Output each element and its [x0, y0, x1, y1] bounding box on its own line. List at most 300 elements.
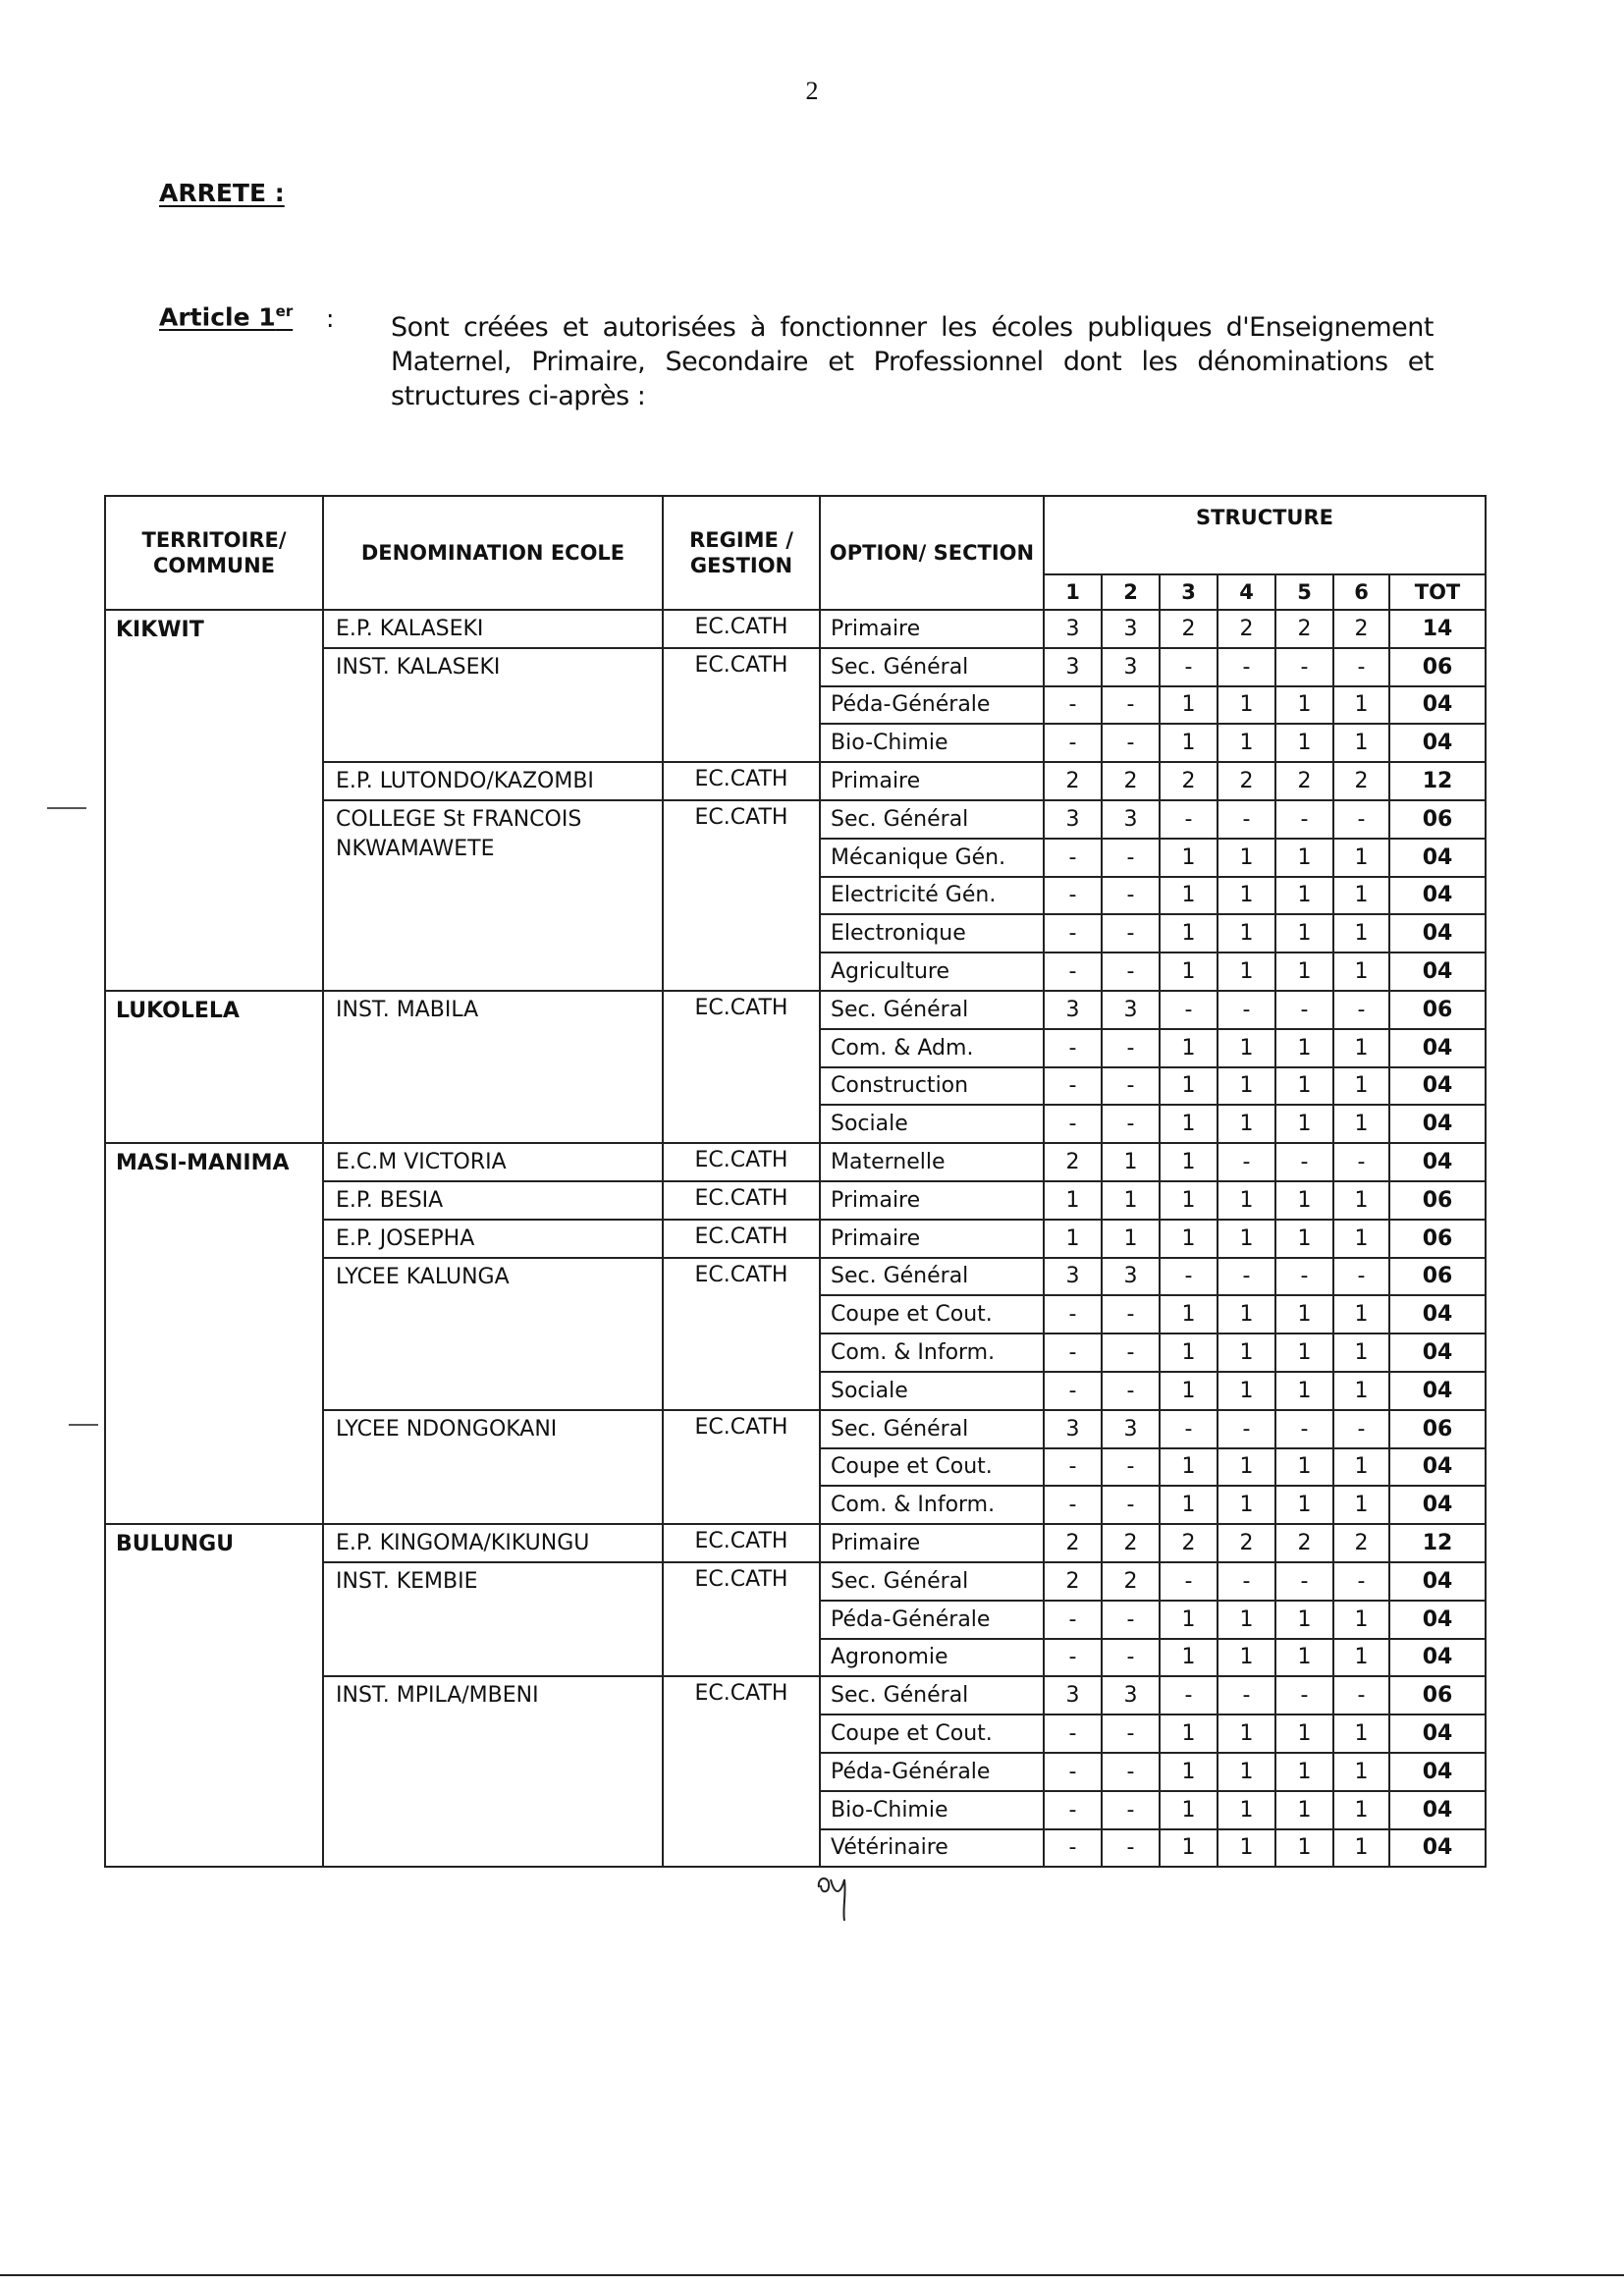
total-cell: 04: [1389, 1067, 1486, 1106]
denomination-cell: E.C.M VICTORIA: [323, 1143, 663, 1181]
regime-cell: EC.CATH: [663, 1220, 820, 1258]
article-label-text: Article 1: [159, 302, 276, 332]
structure-cell: 1: [1160, 1067, 1218, 1106]
bottom-rule: [0, 2274, 1624, 2276]
structure-cell: 1: [1160, 1791, 1218, 1829]
total-cell: 04: [1389, 1753, 1486, 1791]
total-cell: 04: [1389, 1714, 1486, 1753]
total-cell: 04: [1389, 1334, 1486, 1372]
structure-cell: 1: [1160, 1181, 1218, 1220]
structure-cell: -: [1044, 686, 1102, 725]
option-cell: Maternelle: [820, 1143, 1044, 1181]
structure-cell: 2: [1102, 1562, 1160, 1601]
structure-cell: -: [1102, 1448, 1160, 1487]
structure-cell: -: [1160, 1410, 1218, 1448]
total-cell: 04: [1389, 1105, 1486, 1143]
total-cell: 04: [1389, 724, 1486, 762]
structure-cell: -: [1044, 1372, 1102, 1410]
structure-cell: 1: [1333, 724, 1389, 762]
article-label: [159, 302, 293, 331]
structure-cell: -: [1275, 1562, 1333, 1601]
structure-cell: 1: [1275, 1486, 1333, 1524]
structure-cell: 1: [1218, 1181, 1275, 1220]
territoire-cell: BULUNGU: [105, 1524, 323, 1867]
option-cell: Com. & Adm.: [820, 1029, 1044, 1067]
total-cell: 06: [1389, 1181, 1486, 1220]
header-denomination: DENOMINATION ECOLE: [323, 496, 663, 610]
structure-cell: 3: [1102, 991, 1160, 1029]
structure-cell: -: [1333, 648, 1389, 686]
structure-cell: -: [1102, 1295, 1160, 1334]
total-cell: 04: [1389, 877, 1486, 915]
structure-cell: 1: [1333, 1105, 1389, 1143]
structure-cell: 1: [1275, 1029, 1333, 1067]
table-row: [105, 991, 1486, 1029]
structure-cell: -: [1102, 839, 1160, 877]
denomination-cell: E.P. KINGOMA/KIKUNGU: [323, 1524, 663, 1562]
structure-cell: 1: [1218, 839, 1275, 877]
total-cell: 04: [1389, 1143, 1486, 1181]
structure-cell: 1: [1218, 952, 1275, 991]
header-territoire: TERRITOIRE/ COMMUNE: [105, 496, 323, 610]
structure-cell: 1: [1160, 686, 1218, 725]
structure-cell: 1: [1218, 1067, 1275, 1106]
total-cell: 04: [1389, 1791, 1486, 1829]
option-cell: Sec. Général: [820, 800, 1044, 839]
option-cell: Péda-Générale: [820, 1601, 1044, 1639]
structure-cell: -: [1333, 1562, 1389, 1601]
option-cell: Mécanique Gén.: [820, 839, 1044, 877]
option-cell: Primaire: [820, 762, 1044, 800]
total-cell: 06: [1389, 1220, 1486, 1258]
option-cell: Com. & Inform.: [820, 1486, 1044, 1524]
header-regime: REGIME / GESTION: [663, 496, 820, 610]
structure-cell: -: [1102, 914, 1160, 952]
structure-cell: -: [1044, 1295, 1102, 1334]
structure-cell: -: [1275, 1676, 1333, 1714]
structure-cell: 2: [1044, 762, 1102, 800]
structure-cell: -: [1102, 1753, 1160, 1791]
structure-cell: -: [1275, 648, 1333, 686]
option-cell: Bio-Chimie: [820, 1791, 1044, 1829]
option-cell: Sec. Général: [820, 648, 1044, 686]
structure-cell: 3: [1044, 800, 1102, 839]
structure-cell: 1: [1275, 1601, 1333, 1639]
structure-cell: -: [1218, 648, 1275, 686]
table-row: [105, 610, 1486, 648]
option-cell: Coupe et Cout.: [820, 1714, 1044, 1753]
structure-cell: 2: [1160, 1524, 1218, 1562]
structure-cell: 1: [1275, 1753, 1333, 1791]
structure-cell: 1: [1275, 952, 1333, 991]
structure-cell: 1: [1333, 1714, 1389, 1753]
structure-cell: 1: [1333, 686, 1389, 725]
structure-cell: 1: [1275, 1791, 1333, 1829]
regime-cell: EC.CATH: [663, 610, 820, 648]
structure-cell: 1: [1218, 914, 1275, 952]
structure-cell: 2: [1218, 610, 1275, 648]
option-cell: Vétérinaire: [820, 1829, 1044, 1868]
structure-cell: 3: [1044, 1410, 1102, 1448]
structure-cell: 3: [1102, 648, 1160, 686]
structure-cell: -: [1275, 1143, 1333, 1181]
structure-cell: 1: [1160, 1334, 1218, 1372]
structure-cell: 1: [1218, 1601, 1275, 1639]
structure-cell: -: [1275, 991, 1333, 1029]
structure-cell: 1: [1218, 1334, 1275, 1372]
option-cell: Agriculture: [820, 952, 1044, 991]
structure-cell: 1: [1333, 1067, 1389, 1106]
option-cell: Bio-Chimie: [820, 724, 1044, 762]
arrete-heading: ARRETE :: [159, 179, 285, 207]
header-col-2: 2: [1102, 574, 1160, 610]
option-cell: Com. & Inform.: [820, 1334, 1044, 1372]
structure-cell: -: [1102, 1334, 1160, 1372]
structure-cell: -: [1044, 952, 1102, 991]
structure-cell: -: [1218, 1562, 1275, 1601]
total-cell: 04: [1389, 686, 1486, 725]
margin-mark: [47, 807, 86, 809]
table-row: [105, 1524, 1486, 1562]
structure-cell: 1: [1218, 1105, 1275, 1143]
structure-cell: 2: [1160, 610, 1218, 648]
structure-cell: -: [1044, 1639, 1102, 1677]
regime-cell: EC.CATH: [663, 991, 820, 1143]
total-cell: 04: [1389, 1295, 1486, 1334]
structure-cell: 1: [1160, 1295, 1218, 1334]
structure-cell: -: [1275, 1410, 1333, 1448]
structure-cell: 1: [1333, 1829, 1389, 1868]
denomination-cell: INST. MPILA/MBENI: [323, 1676, 663, 1867]
header-col-6: 6: [1333, 574, 1389, 610]
structure-cell: -: [1218, 1258, 1275, 1296]
structure-cell: -: [1044, 1105, 1102, 1143]
structure-cell: -: [1102, 1486, 1160, 1524]
structure-cell: 1: [1160, 1372, 1218, 1410]
structure-cell: 2: [1044, 1562, 1102, 1601]
structure-cell: 1: [1333, 1029, 1389, 1067]
structure-cell: 1: [1160, 1143, 1218, 1181]
structure-cell: 2: [1275, 762, 1333, 800]
structure-cell: -: [1333, 991, 1389, 1029]
structure-cell: -: [1160, 800, 1218, 839]
structure-cell: 1: [1102, 1181, 1160, 1220]
structure-cell: 1: [1160, 1601, 1218, 1639]
structure-cell: 1: [1102, 1143, 1160, 1181]
regime-cell: EC.CATH: [663, 1258, 820, 1410]
structure-cell: 1: [1160, 1714, 1218, 1753]
structure-cell: 1: [1275, 1105, 1333, 1143]
option-cell: Sec. Général: [820, 1410, 1044, 1448]
structure-cell: 1: [1333, 1753, 1389, 1791]
total-cell: 04: [1389, 839, 1486, 877]
structure-cell: 1: [1218, 1372, 1275, 1410]
structure-cell: 2: [1333, 1524, 1389, 1562]
structure-cell: 1: [1275, 1829, 1333, 1868]
structure-cell: -: [1160, 1258, 1218, 1296]
structure-cell: -: [1102, 1714, 1160, 1753]
structure-cell: -: [1102, 724, 1160, 762]
structure-cell: 1: [1333, 1334, 1389, 1372]
structure-cell: 1: [1218, 1639, 1275, 1677]
structure-cell: 1: [1333, 1601, 1389, 1639]
structure-cell: 1: [1160, 1448, 1218, 1487]
structure-cell: 2: [1218, 762, 1275, 800]
structure-cell: 1: [1160, 914, 1218, 952]
denomination-cell: INST. KEMBIE: [323, 1562, 663, 1676]
structure-cell: -: [1218, 1676, 1275, 1714]
total-cell: 04: [1389, 1372, 1486, 1410]
structure-cell: 1: [1160, 952, 1218, 991]
structure-cell: 1: [1333, 1181, 1389, 1220]
structure-cell: 1: [1218, 1714, 1275, 1753]
structure-cell: -: [1044, 1753, 1102, 1791]
structure-cell: -: [1333, 1410, 1389, 1448]
structure-cell: -: [1044, 1791, 1102, 1829]
structure-cell: -: [1102, 1639, 1160, 1677]
option-cell: Sociale: [820, 1105, 1044, 1143]
structure-cell: -: [1102, 1029, 1160, 1067]
total-cell: 06: [1389, 800, 1486, 839]
structure-cell: 2: [1102, 762, 1160, 800]
structure-cell: -: [1160, 1562, 1218, 1601]
structure-cell: -: [1102, 1067, 1160, 1106]
structure-cell: 2: [1160, 762, 1218, 800]
structure-cell: -: [1333, 1676, 1389, 1714]
structure-cell: 1: [1333, 1220, 1389, 1258]
structure-cell: 1: [1333, 1295, 1389, 1334]
total-cell: 12: [1389, 762, 1486, 800]
option-cell: Coupe et Cout.: [820, 1448, 1044, 1487]
structure-cell: -: [1218, 800, 1275, 839]
structure-cell: 3: [1102, 610, 1160, 648]
denomination-cell: E.P. JOSEPHA: [323, 1220, 663, 1258]
header-option: OPTION/ SECTION: [820, 496, 1044, 610]
denomination-cell: COLLEGE St FRANCOIS NKWAMAWETE: [323, 800, 663, 991]
structure-cell: -: [1044, 1829, 1102, 1868]
table-body: [105, 610, 1486, 1867]
structure-cell: 1: [1102, 1220, 1160, 1258]
structure-cell: 1: [1333, 914, 1389, 952]
structure-cell: 3: [1102, 1410, 1160, 1448]
structure-cell: 1: [1275, 839, 1333, 877]
regime-cell: EC.CATH: [663, 648, 820, 762]
total-cell: 04: [1389, 1639, 1486, 1677]
structure-cell: -: [1102, 1601, 1160, 1639]
structure-cell: -: [1102, 686, 1160, 725]
total-cell: 06: [1389, 991, 1486, 1029]
option-cell: Sec. Général: [820, 991, 1044, 1029]
option-cell: Sec. Général: [820, 1258, 1044, 1296]
option-cell: Sec. Général: [820, 1676, 1044, 1714]
structure-cell: 3: [1044, 991, 1102, 1029]
structure-cell: 1: [1275, 1334, 1333, 1372]
option-cell: Electricité Gén.: [820, 877, 1044, 915]
structure-cell: -: [1044, 1601, 1102, 1639]
structure-cell: -: [1044, 724, 1102, 762]
structure-cell: 1: [1275, 724, 1333, 762]
structure-cell: 1: [1218, 1791, 1275, 1829]
option-cell: Sociale: [820, 1372, 1044, 1410]
total-cell: 04: [1389, 1448, 1486, 1487]
article-colon: :: [326, 304, 335, 333]
territoire-cell: LUKOLELA: [105, 991, 323, 1143]
structure-cell: 3: [1102, 1258, 1160, 1296]
option-cell: Sec. Général: [820, 1562, 1044, 1601]
total-cell: 06: [1389, 1258, 1486, 1296]
total-cell: 04: [1389, 914, 1486, 952]
total-cell: 06: [1389, 1676, 1486, 1714]
option-cell: Coupe et Cout.: [820, 1295, 1044, 1334]
option-cell: Primaire: [820, 1524, 1044, 1562]
structure-cell: -: [1044, 1714, 1102, 1753]
regime-cell: EC.CATH: [663, 1181, 820, 1220]
structure-cell: 1: [1333, 1639, 1389, 1677]
structure-cell: -: [1333, 800, 1389, 839]
total-cell: 04: [1389, 1601, 1486, 1639]
denomination-cell: E.P. LUTONDO/KAZOMBI: [323, 762, 663, 800]
structure-cell: 1: [1218, 686, 1275, 725]
denomination-cell: LYCEE NDONGOKANI: [323, 1410, 663, 1524]
denomination-cell: E.P. BESIA: [323, 1181, 663, 1220]
territoire-cell: KIKWIT: [105, 610, 323, 991]
structure-cell: -: [1102, 877, 1160, 915]
structure-table: [104, 495, 1487, 1868]
structure-cell: -: [1102, 1372, 1160, 1410]
structure-cell: 1: [1275, 877, 1333, 915]
structure-cell: -: [1275, 1258, 1333, 1296]
structure-cell: 2: [1218, 1524, 1275, 1562]
structure-cell: 1: [1218, 1220, 1275, 1258]
structure-cell: 1: [1275, 914, 1333, 952]
regime-cell: EC.CATH: [663, 762, 820, 800]
regime-cell: EC.CATH: [663, 1676, 820, 1867]
structure-cell: 3: [1044, 1676, 1102, 1714]
structure-cell: 1: [1160, 1486, 1218, 1524]
total-cell: 06: [1389, 648, 1486, 686]
structure-cell: -: [1218, 1143, 1275, 1181]
structure-cell: 3: [1102, 800, 1160, 839]
structure-cell: 3: [1044, 610, 1102, 648]
structure-cell: 2: [1102, 1524, 1160, 1562]
structure-cell: 1: [1333, 952, 1389, 991]
structure-cell: 1: [1160, 724, 1218, 762]
structure-cell: 1: [1218, 877, 1275, 915]
structure-cell: 1: [1218, 724, 1275, 762]
option-cell: Primaire: [820, 1220, 1044, 1258]
structure-cell: 1: [1218, 1486, 1275, 1524]
structure-cell: -: [1275, 800, 1333, 839]
structure-cell: 2: [1333, 762, 1389, 800]
structure-cell: -: [1333, 1258, 1389, 1296]
denomination-cell: LYCEE KALUNGA: [323, 1258, 663, 1410]
denomination-cell: E.P. KALASEKI: [323, 610, 663, 648]
margin-mark: [69, 1424, 98, 1426]
structure-cell: 1: [1333, 1448, 1389, 1487]
regime-cell: EC.CATH: [663, 1562, 820, 1676]
territoire-cell: MASI-MANIMA: [105, 1143, 323, 1524]
structure-cell: 1: [1160, 1105, 1218, 1143]
total-cell: 06: [1389, 1410, 1486, 1448]
structure-cell: -: [1102, 952, 1160, 991]
header-col-3: 3: [1160, 574, 1218, 610]
structure-cell: 1: [1160, 1753, 1218, 1791]
structure-cell: -: [1044, 1486, 1102, 1524]
structure-cell: 1: [1218, 1753, 1275, 1791]
structure-cell: 1: [1160, 1029, 1218, 1067]
structure-cell: 1: [1333, 1791, 1389, 1829]
structure-cell: 1: [1160, 1220, 1218, 1258]
structure-cell: 1: [1044, 1181, 1102, 1220]
structure-cell: 1: [1275, 1181, 1333, 1220]
denomination-cell: INST. KALASEKI: [323, 648, 663, 762]
structure-cell: -: [1102, 1791, 1160, 1829]
structure-cell: 1: [1218, 1295, 1275, 1334]
structure-cell: 1: [1218, 1448, 1275, 1487]
structure-cell: 1: [1160, 1829, 1218, 1868]
structure-cell: 1: [1218, 1029, 1275, 1067]
header-structure: STRUCTURE: [1044, 496, 1486, 574]
structure-cell: 1: [1275, 1639, 1333, 1677]
structure-cell: 2: [1333, 610, 1389, 648]
denomination-cell: INST. MABILA: [323, 991, 663, 1143]
regime-cell: EC.CATH: [663, 800, 820, 991]
structure-cell: 1: [1333, 1486, 1389, 1524]
structure-cell: 3: [1044, 648, 1102, 686]
structure-cell: 1: [1333, 877, 1389, 915]
header-col-4: 4: [1218, 574, 1275, 610]
structure-cell: -: [1218, 991, 1275, 1029]
structure-cell: 1: [1044, 1220, 1102, 1258]
structure-cell: -: [1160, 1676, 1218, 1714]
total-cell: 04: [1389, 952, 1486, 991]
structure-cell: 2: [1044, 1143, 1102, 1181]
structure-cell: 1: [1160, 839, 1218, 877]
structure-cell: 1: [1218, 1829, 1275, 1868]
structure-cell: 2: [1044, 1524, 1102, 1562]
structure-cell: -: [1044, 839, 1102, 877]
structure-cell: 3: [1102, 1676, 1160, 1714]
structure-cell: 2: [1275, 1524, 1333, 1562]
structure-cell: 1: [1160, 1639, 1218, 1677]
article-label-sup: er: [275, 302, 294, 320]
structure-cell: -: [1044, 1029, 1102, 1067]
structure-cell: 1: [1275, 1295, 1333, 1334]
structure-cell: -: [1044, 877, 1102, 915]
structure-cell: -: [1044, 1334, 1102, 1372]
structure-cell: 1: [1333, 839, 1389, 877]
regime-cell: EC.CATH: [663, 1524, 820, 1562]
structure-cell: 1: [1275, 1714, 1333, 1753]
initials-mark: [815, 1866, 864, 1925]
regime-cell: EC.CATH: [663, 1410, 820, 1524]
option-cell: Agronomie: [820, 1639, 1044, 1677]
option-cell: Construction: [820, 1067, 1044, 1106]
structure-cell: 1: [1160, 877, 1218, 915]
total-cell: 04: [1389, 1829, 1486, 1868]
structure-cell: -: [1044, 914, 1102, 952]
structure-cell: -: [1333, 1143, 1389, 1181]
structure-cell: -: [1102, 1829, 1160, 1868]
header-col-1: 1: [1044, 574, 1102, 610]
structure-cell: -: [1044, 1067, 1102, 1106]
structure-cell: -: [1160, 991, 1218, 1029]
option-cell: Primaire: [820, 1181, 1044, 1220]
page-number: 2: [805, 77, 819, 105]
total-cell: 04: [1389, 1486, 1486, 1524]
structure-cell: -: [1160, 648, 1218, 686]
header-col-5: 5: [1275, 574, 1333, 610]
